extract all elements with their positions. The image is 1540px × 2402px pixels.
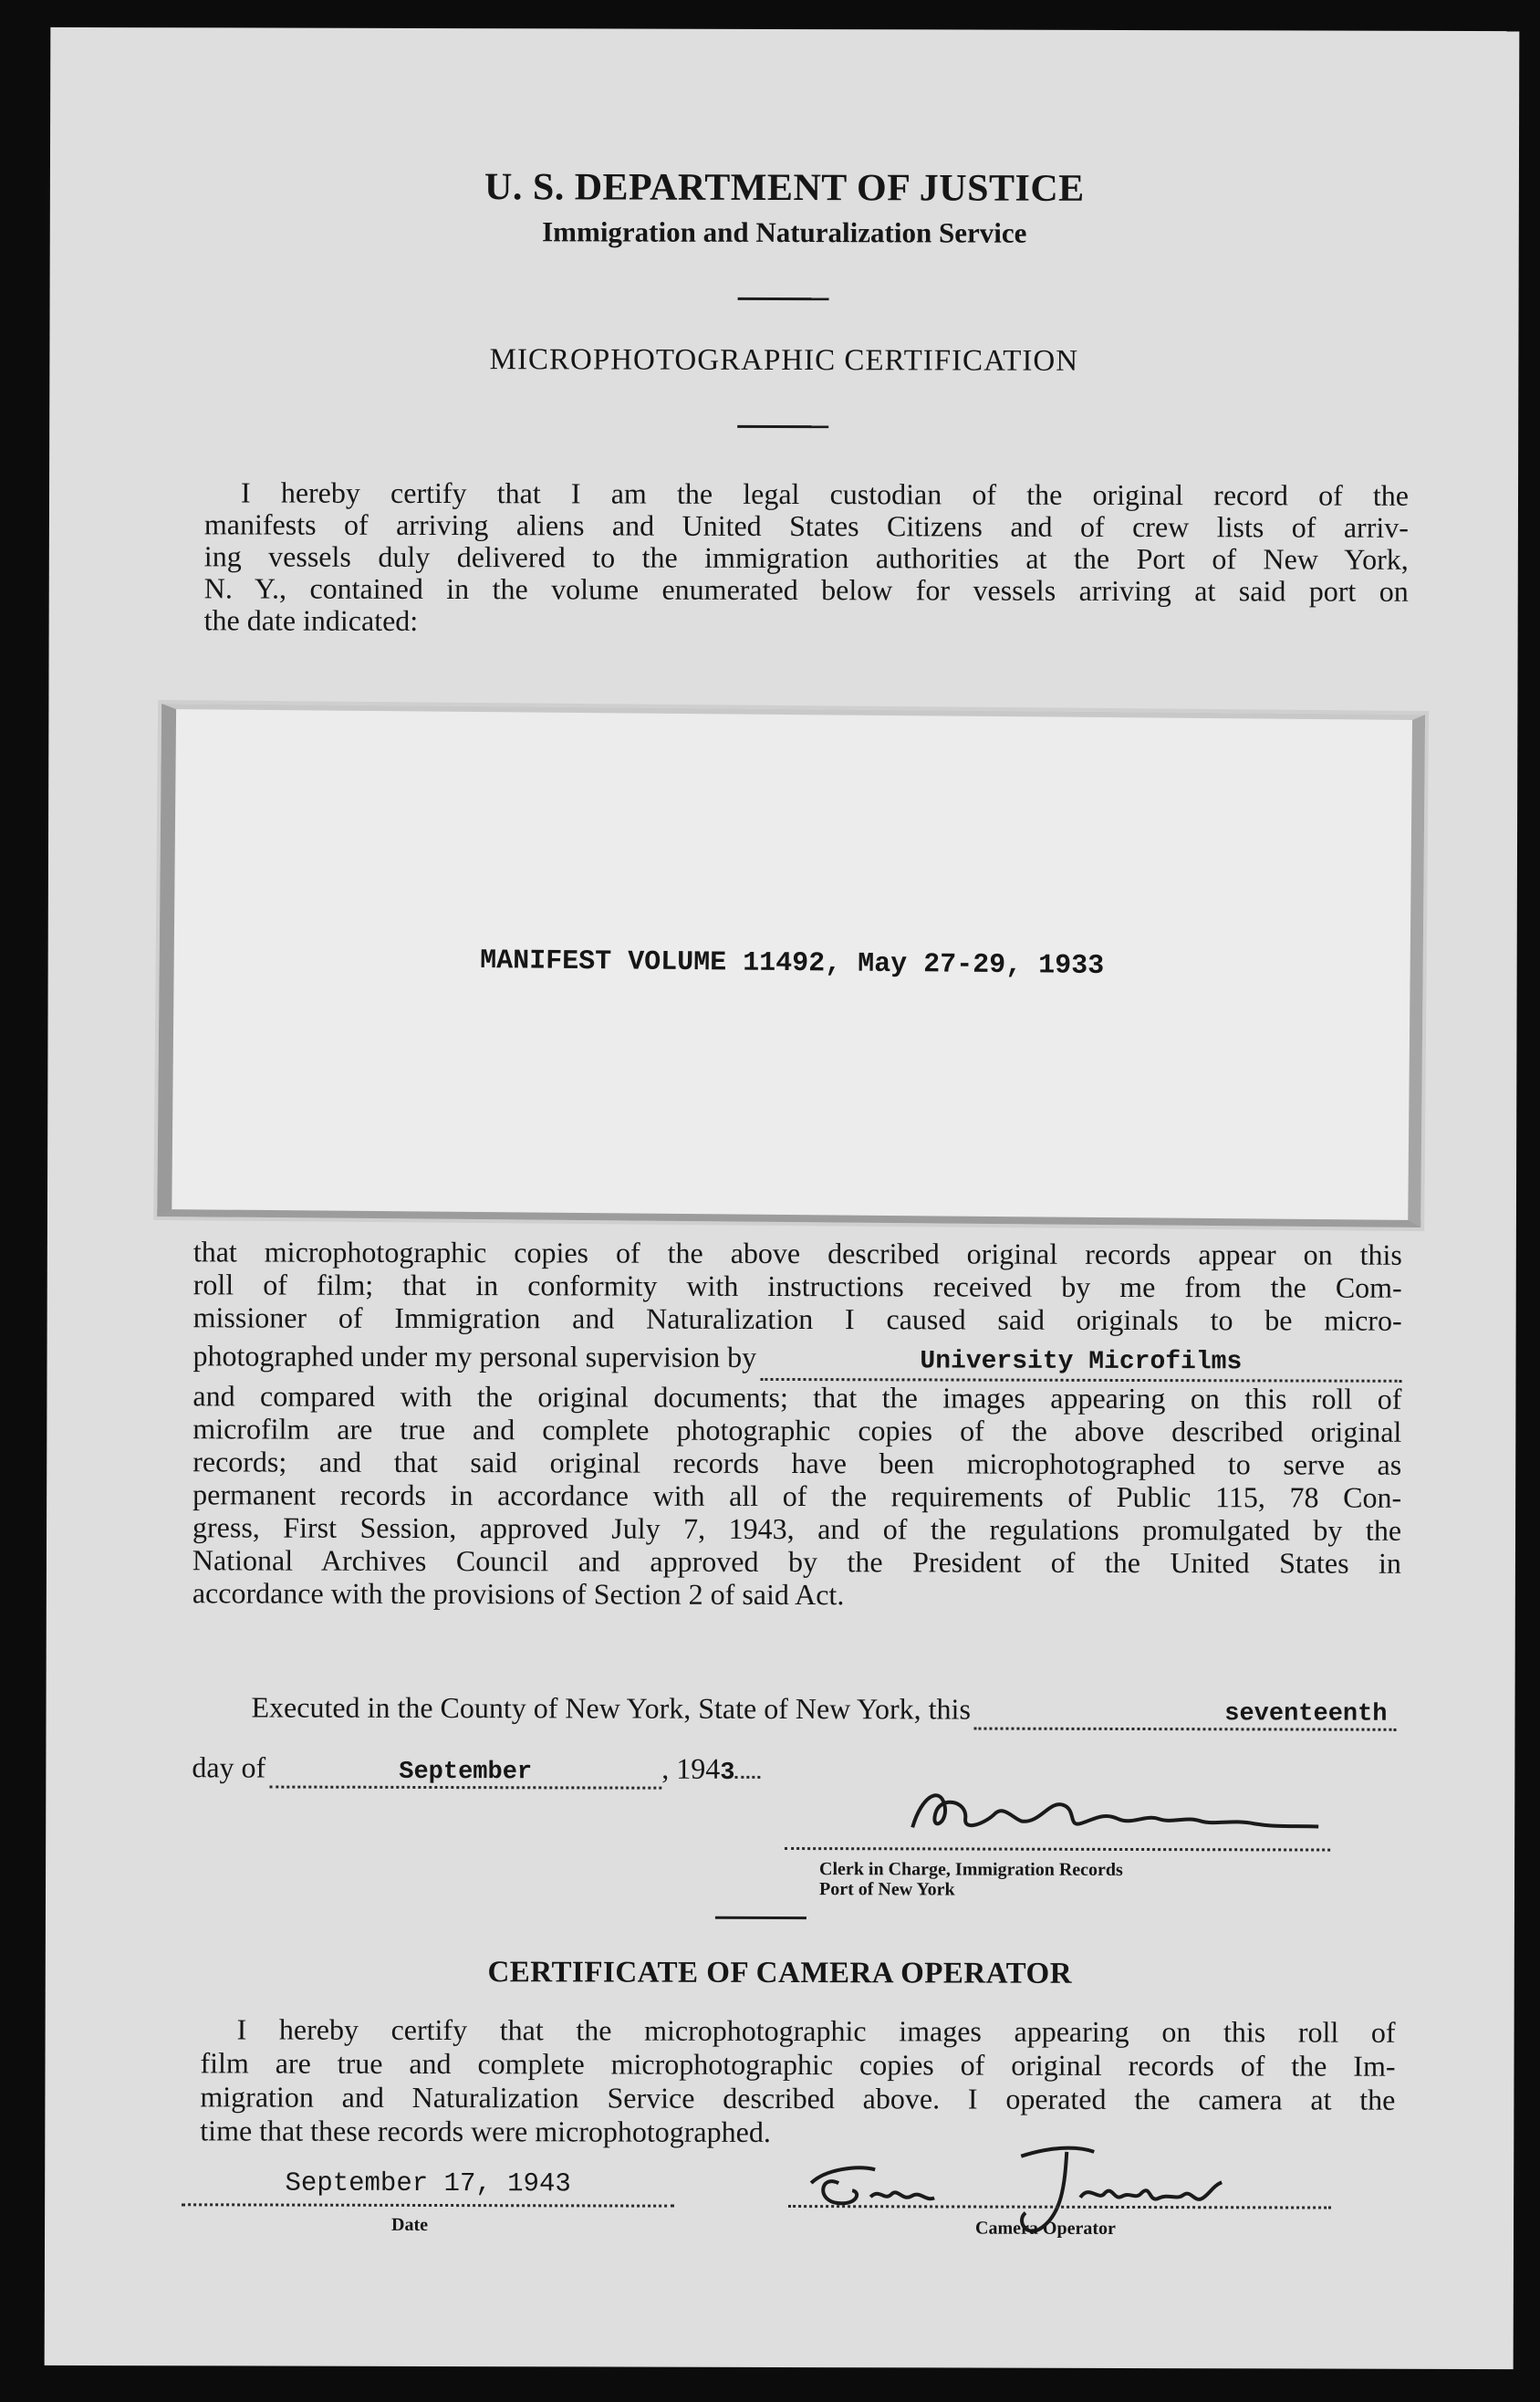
year-fill [734,1776,760,1779]
camera-line: film are true and complete microphotographic copies of original records of the Im- [200,2046,1396,2083]
intro-line: ing vessels duly delivered to the immigration authorities at the Port of New York, [203,539,1409,576]
section-divider [715,1916,806,1919]
body-line: and compared with the original documents; that the images appearing on this roll of [192,1379,1402,1415]
intro-line: the date indicated: [203,603,419,637]
year-digit: 3 [720,1759,735,1787]
clerk-signature-line [785,1809,1330,1852]
day-value: seventeenth [1224,1700,1388,1728]
manifest-volume-label: MANIFEST VOLUME 11492, May 27-29, 1933 [479,945,1105,983]
date-label: Date [391,2214,429,2235]
service-subheading: Immigration and Naturalization Service [542,215,1027,249]
body-line: accordance with the provisions of Section 2 of said Act. [192,1576,845,1612]
supervision-prefix: photographed under my personal supervision by [192,1339,757,1373]
execution-prefix: Executed in the County of New York, State of New York, this [251,1690,971,1726]
body-line: permanent records in accordance with all of the requirements of Public 115, 78 Con- [192,1478,1402,1514]
camera-line: I hereby certify that the microphotographic images appearing on this roll of [236,2012,1396,2049]
supervision-line [192,1339,1401,1382]
clerk-title: Clerk in Charge, Immigration Records [819,1859,1123,1880]
intro-line: N. Y., contained in the volume enumerated below for vessels arriving at said port on [203,571,1409,608]
supervision-by-value: University Microfilms [920,1347,1243,1377]
body-line: National Archives Council and approved by the President of the United States in [192,1543,1402,1580]
day-of-label: day of [192,1750,266,1784]
intro-line: manifests of arriving aliens and United States Citizens and of crew lists of arriv- [203,507,1409,544]
intro-line: I hereby certify that I am the legal custodian of the original record of the [240,475,1410,512]
execution-line [251,1690,1396,1730]
date-line [192,1750,760,1790]
operator-signature-line [788,2165,1331,2209]
clerk-port: Port of New York [818,1879,955,1900]
month-fill [269,1751,661,1790]
body-line: gress, First Session, approved July 7, 1943, and of the regulations promulgated by the [192,1510,1402,1547]
date-value: September 17, 1943 [285,2167,571,2199]
date-field [182,2163,674,2207]
body-line: records; and that said original records have been microphotographed to serve as [192,1445,1402,1481]
year-prefix: , 194 [661,1751,721,1785]
certificate-page [45,27,1520,2369]
certification-title: MICROPHOTOGRAPHIC CERTIFICATION [489,343,1079,378]
body-line: roll of film; that in conformity with instructions received by me from the Com- [192,1268,1402,1304]
intro-paragraph [204,476,1409,639]
body-line: microfilm are true and complete photographic copies of the above described original [192,1412,1402,1448]
day-fill [974,1693,1397,1731]
body-line: that microphotographic copies of the above described original records appear on this [192,1235,1402,1271]
camera-operator-title: CERTIFICATE OF CAMERA OPERATOR [487,1956,1073,1990]
title-divider [737,425,828,428]
supervision-fill [760,1341,1401,1383]
department-heading: U. S. DEPARTMENT OF JUSTICE [484,166,1085,210]
camera-operator-label: Camera Operator [975,2218,1116,2239]
month-value: September [399,1758,533,1787]
body-paragraph [192,1235,1402,1612]
volume-insert-slip [157,704,1425,1227]
camera-line: time that these records were microphotographed. [200,2114,771,2148]
camera-line: migration and Naturalization Service described above. I operated the camera at the [200,2080,1396,2116]
header-divider [738,298,829,300]
body-line: missioner of Immigration and Naturalization I caused said originals to be micro- [192,1300,1402,1337]
